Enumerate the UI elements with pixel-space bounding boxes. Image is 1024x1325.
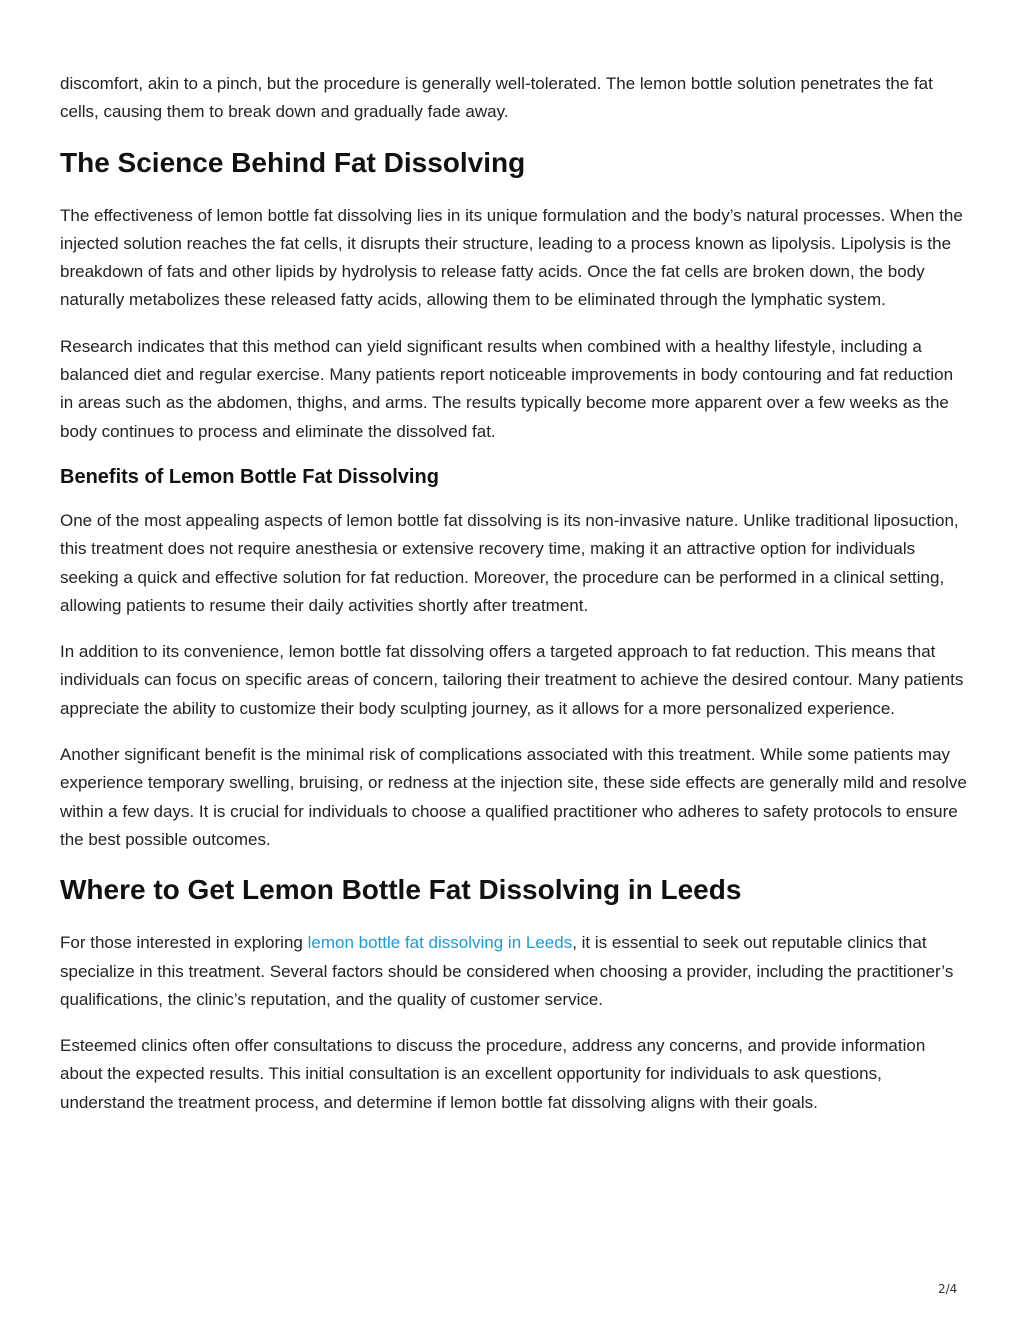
document-page xyxy=(60,70,970,1135)
where-paragraph-1 xyxy=(60,929,970,1014)
benefits-paragraph-1: One of the most appealing aspects of lemon bottle fat dissolving is its non-invasive nature. Unlike traditional liposuction, this treatment does not require anesthesia or extensive recovery time, making it an attractive option for individuals seeking a quick and effective solution for fat reduction. Moreover, the procedure can be performed in a clinical setting, allowing patients to resume their daily activities shortly after treatment. xyxy=(60,510,959,615)
where-paragraph-1-tail: , it is essential to seek out reputable clinics that specialize in this treatment. Several factors should be considered when choosing a provider, including the practitioner’s qualifications, the clinic’s reputation, and the quality of customer service. xyxy=(60,933,954,1009)
science-paragraph-1: The effectiveness of lemon bottle fat dissolving lies in its unique formulation and the body’s natural processes. When the injected solution reaches the fat cells, it disrupts their structure, leading to a process known as lipolysis. Lipolysis is the breakdown of fats and other lipids by hydrolysis to release fatty acids. Once the fat cells are broken down, the body naturally metabolizes these released fatty acids, allowing them to be eliminated through the lymphatic system. xyxy=(60,205,963,310)
where-paragraph-1-lead: For those interested in exploring xyxy=(60,933,308,953)
where-heading: Where to Get Lemon Bottle Fat Dissolving in Leeds xyxy=(60,874,742,906)
intro-paragraph: discomfort, akin to a pinch, but the procedure is generally well-tolerated. The lemon bottle solution penetrates the fat cells, causing them to break down and gradually fade away. xyxy=(60,74,933,122)
benefits-heading: Benefits of Lemon Bottle Fat Dissolving xyxy=(60,465,439,488)
science-heading: The Science Behind Fat Dissolving xyxy=(60,146,526,178)
benefits-paragraph-3: Another significant benefit is the minimal risk of complications associated with this treatment. While some patients may experience temporary swelling, bruising, or redness at the injection site, these side effects are generally mild and resolve within a few days. It is crucial for individuals to choose a qualified practitioner who adheres to safety protocols to ensure the best possible outcomes. xyxy=(60,745,967,849)
science-paragraph-2: Research indicates that this method can yield significant results when combined with a healthy lifestyle, including a balanced diet and regular exercise. Many patients report noticeable improvements in body contouring and fat reduction in areas such as the abdomen, thighs, and arms. The results typically become more apparent over a few weeks as the body continues to process and eliminate the dissolved fat. xyxy=(60,336,954,441)
where-paragraph-2: Esteemed clinics often offer consultations to discuss the procedure, address any concerns, and provide information about the expected results. This initial consultation is an excellent opportunity for individuals to ask questions, understand the treatment process, and determine if lemon bottle fat dissolving aligns with their goals. xyxy=(60,1036,926,1112)
leeds-clinic-link[interactable]: lemon bottle fat dissolving in Leeds xyxy=(307,933,573,953)
page-number: 2/4 xyxy=(938,1282,958,1296)
benefits-paragraph-2: In addition to its convenience, lemon bottle fat dissolving offers a targeted approach to fat reduction. This means that individuals can focus on specific areas of concern, tailoring their treatment to achieve the desired contour. Many patients appreciate the ability to customize their body sculpting journey, as it allows for a more personalized experience. xyxy=(60,642,964,718)
